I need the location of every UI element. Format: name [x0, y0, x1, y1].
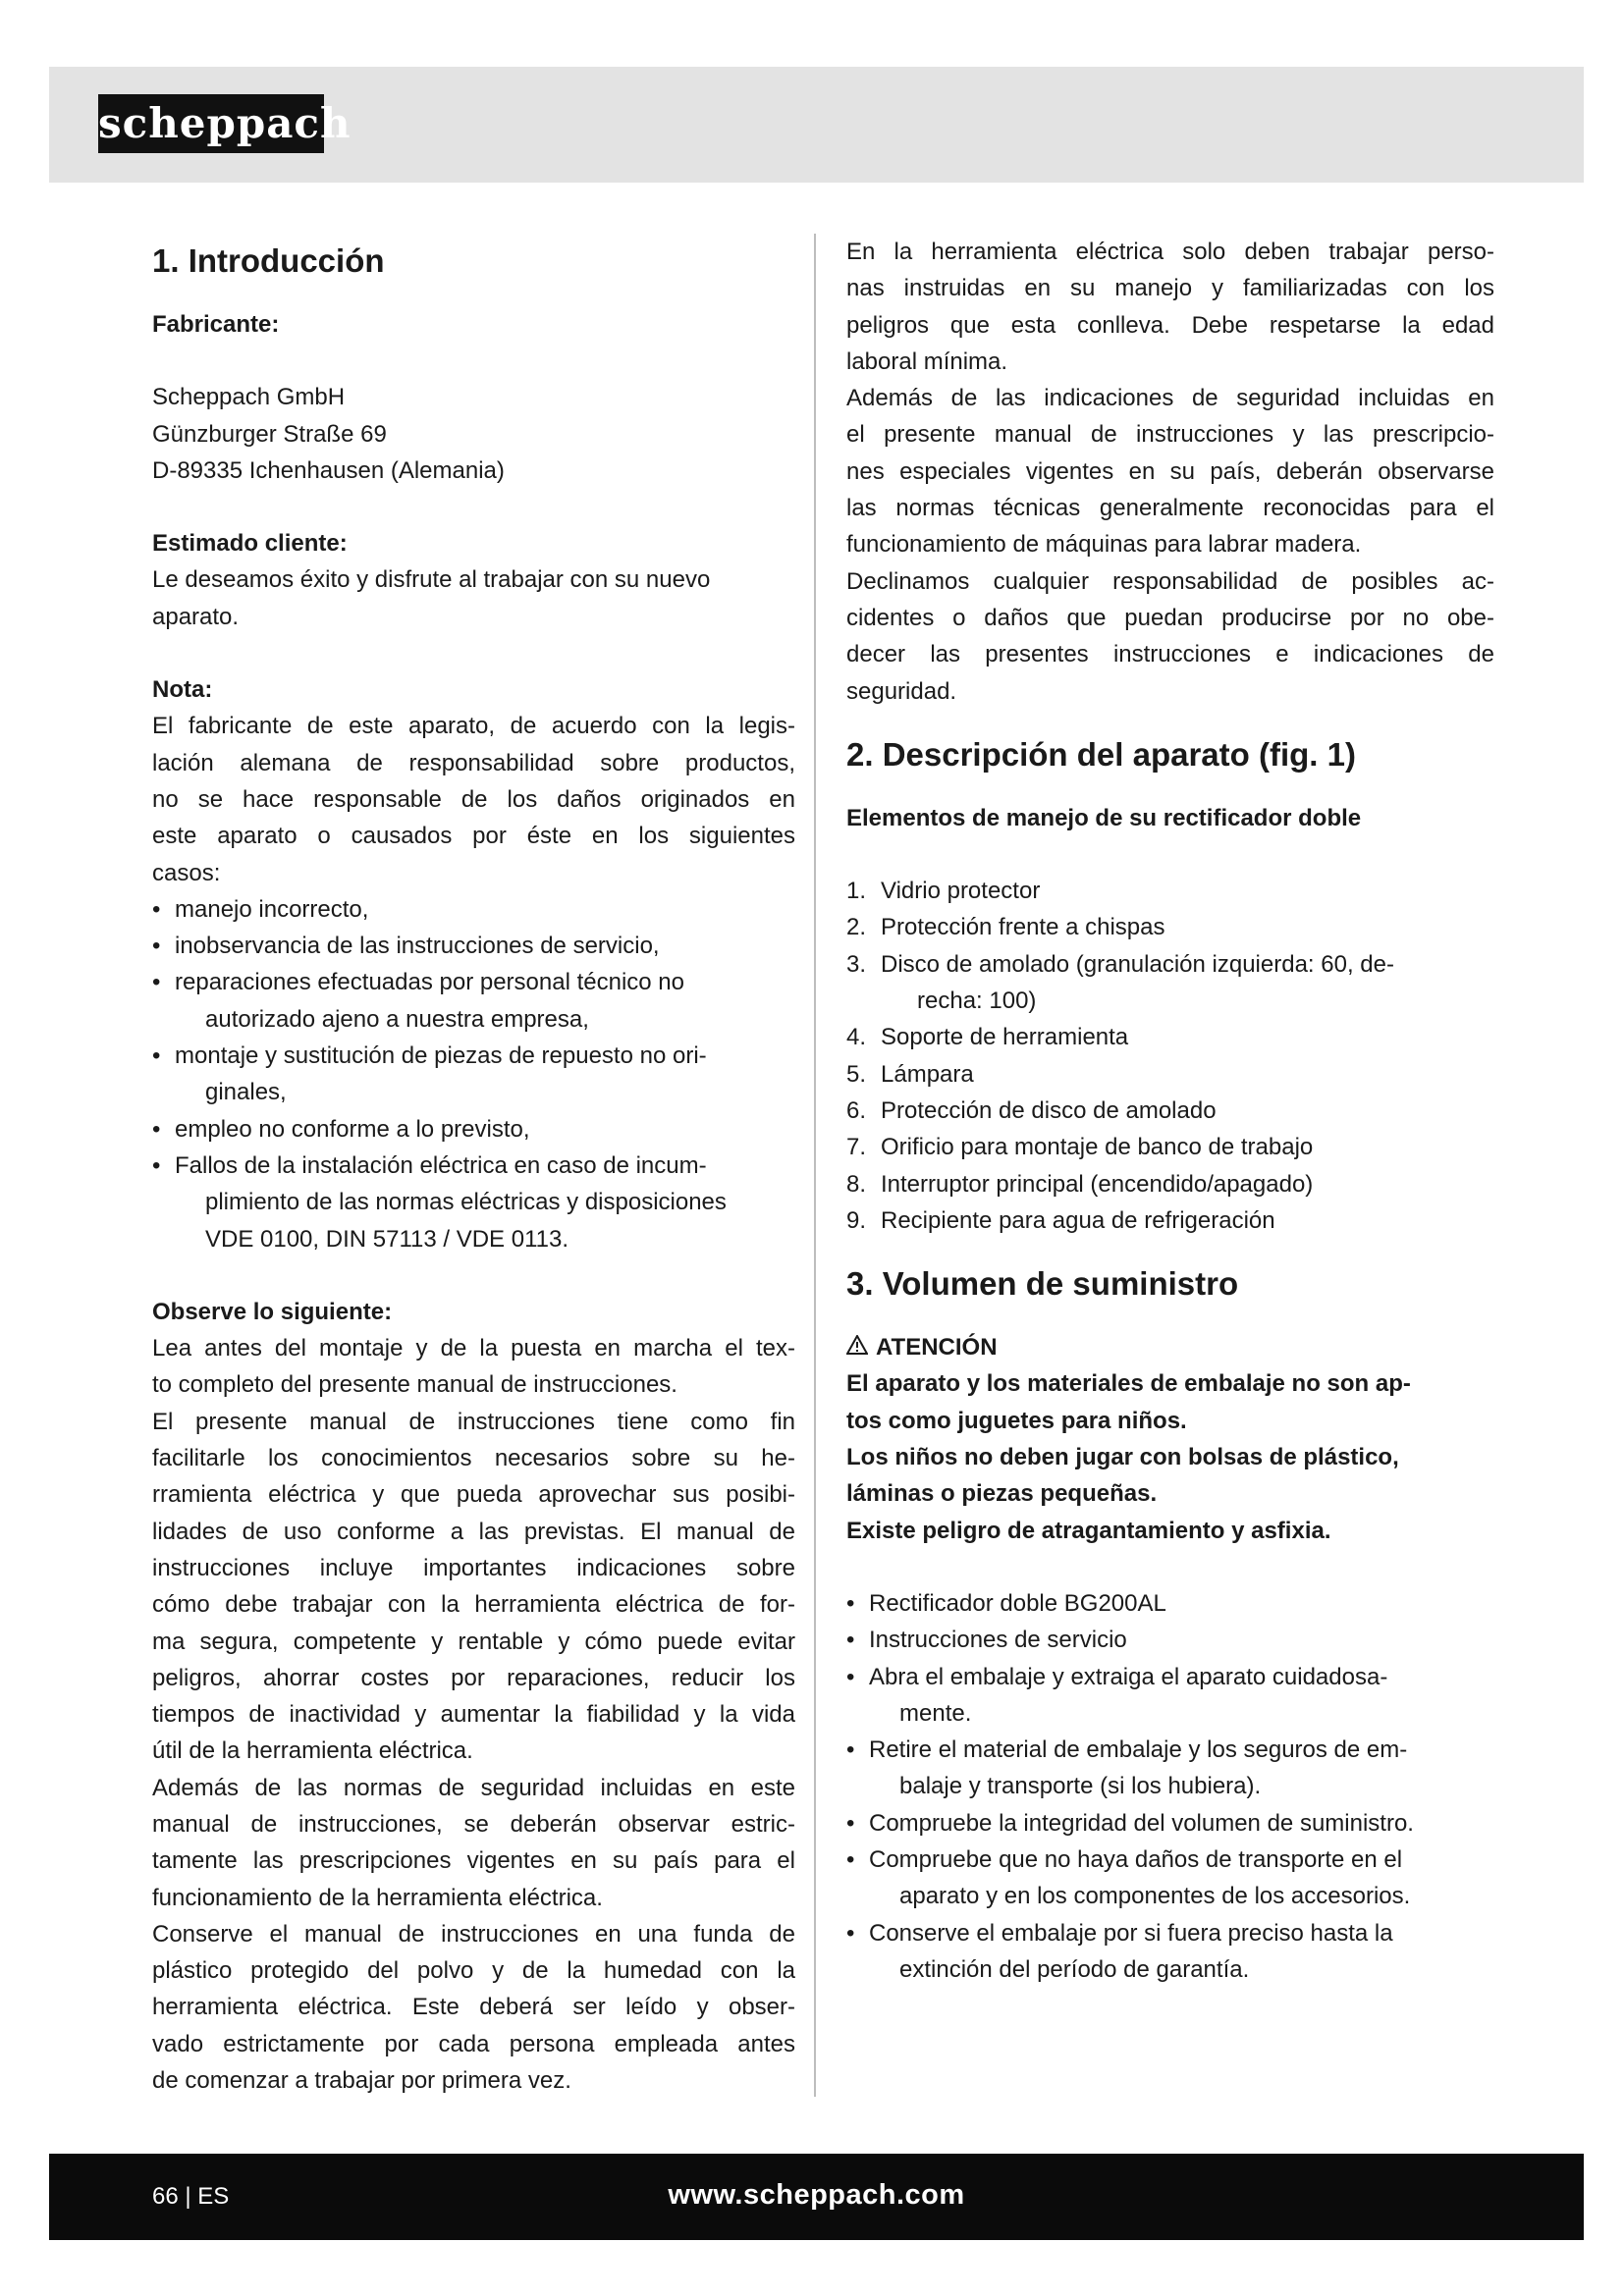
text-line: las normas técnicas generalmente reconocidas para el: [846, 495, 1494, 522]
list-item-text: ginales,: [205, 1079, 287, 1106]
control-number: 6.: [846, 1096, 867, 1124]
list-item-text: Retire el material de embalaje y los seguros de em-: [869, 1736, 1408, 1764]
text-line: El fabricante de este aparato, de acuerdo con la legis-: [152, 713, 795, 740]
control-number: 1.: [846, 878, 867, 905]
list-item: [152, 964, 795, 1038]
intro-text: [846, 234, 1494, 710]
text-line: to completo del presente manual de instrucciones.: [152, 1371, 677, 1399]
text-line: ma segura, competente y rentable y cómo puede evitar: [152, 1628, 795, 1655]
list-item: [846, 1659, 1494, 1733]
control-label: Interruptor principal (encendido/apagado): [881, 1170, 1314, 1198]
control-number: 2.: [846, 914, 867, 941]
list-item-text: Conserve el embalaje por si fuera preciso hasta la: [869, 1919, 1393, 1947]
control-number: 8.: [846, 1170, 867, 1198]
bullet-icon: •: [152, 933, 161, 960]
control-item: [846, 1202, 1494, 1239]
list-item-text: VDE 0100, DIN 57113 / VDE 0113.: [205, 1225, 568, 1253]
control-number: 7.: [846, 1134, 867, 1161]
warning-text: [846, 1365, 1494, 1548]
left-column: [152, 234, 795, 2099]
list-item-text: montaje y sustitución de piezas de repuesto no ori-: [175, 1042, 707, 1070]
bullet-icon: •: [846, 1809, 855, 1837]
bullet-icon: •: [846, 1919, 855, 1947]
section-1-title: 1. Introducción: [152, 242, 385, 279]
text-line: este aparato o causados por éste en los siguientes: [152, 823, 795, 850]
control-label: Vidrio protector: [881, 878, 1041, 905]
text-line: tamente las prescripciones vigentes en su país para el: [152, 1847, 795, 1875]
list-item-text: autorizado ajeno a nuestra empresa,: [205, 1005, 589, 1033]
control-number: 3.: [846, 950, 867, 978]
text-line: aparato.: [152, 603, 240, 630]
page-number: 66 | ES: [152, 2183, 230, 2210]
list-item-text: Instrucciones de servicio: [869, 1627, 1127, 1654]
text-line: herramienta eléctrica. Este deberá ser leído y obser-: [152, 1994, 795, 2021]
text-line: El aparato y los materiales de embalaje no son ap-: [846, 1370, 1411, 1398]
bullet-icon: •: [846, 1589, 855, 1617]
note-label: Nota:: [152, 676, 213, 704]
control-label: Soporte de herramienta: [881, 1024, 1129, 1051]
list-item-text: Compruebe que no haya daños de transporte en el: [869, 1845, 1403, 1873]
section-3-title: 3. Volumen de suministro: [846, 1265, 1239, 1303]
bullet-icon: •: [846, 1845, 855, 1873]
text-line: vado estrictamente por cada persona empleada antes: [152, 2030, 795, 2057]
list-item: [152, 891, 795, 928]
bullet-icon: •: [152, 1115, 161, 1143]
control-item: [846, 1019, 1494, 1055]
list-item-text: mente.: [899, 1699, 972, 1727]
text-line: seguridad.: [846, 677, 957, 705]
bullet-icon: •: [152, 969, 161, 996]
text-line: facilitarle los conocimientos necesarios sobre su he-: [152, 1445, 795, 1472]
text-line: peligros que esta conlleva. Debe respetarse la edad: [846, 311, 1494, 339]
list-item-text: Fallos de la instalación eléctrica en caso de incum-: [175, 1151, 707, 1179]
list-item: [846, 1732, 1494, 1805]
dear-customer-text: [152, 561, 795, 635]
list-item: [846, 1805, 1494, 1842]
text-line: láminas o piezas pequeñas.: [846, 1480, 1158, 1508]
section-2-title: 2. Descripción del aparato (fig. 1): [846, 735, 1356, 773]
text-line: casos:: [152, 859, 221, 886]
list-item-text: Abra el embalaje y extraiga el aparato cuidadosa-: [869, 1663, 1388, 1690]
list-item: [846, 1622, 1494, 1658]
text-line: funcionamiento de máquinas para labrar madera.: [846, 531, 1362, 559]
control-number: 4.: [846, 1024, 867, 1051]
bullet-icon: •: [846, 1736, 855, 1764]
text-line: cidentes o daños que puedan producirse por no obe-: [846, 604, 1494, 631]
control-number: 9.: [846, 1206, 867, 1234]
text-line: el presente manual de instrucciones y las prescripcio-: [846, 421, 1494, 449]
manufacturer-address: [152, 379, 795, 489]
text-line: Scheppach GmbH: [152, 384, 346, 411]
text-line: Los niños no deben jugar con bolsas de plástico,: [846, 1444, 1399, 1471]
text-line: plástico protegido del polvo y de la humedad con la: [152, 1957, 795, 1985]
control-label: Protección frente a chispas: [881, 914, 1165, 941]
control-item: [846, 1166, 1494, 1202]
text-line: Lea antes del montaje y de la puesta en marcha el tex-: [152, 1335, 795, 1362]
text-line: Le deseamos éxito y disfrute al trabajar con su nuevo: [152, 566, 711, 594]
text-line: rramienta eléctrica y que pueda aprovechar sus posibi-: [152, 1481, 795, 1509]
note-text: [152, 708, 795, 890]
text-line: Además de las normas de seguridad incluidas en este: [152, 1774, 795, 1801]
control-item: [846, 1056, 1494, 1093]
text-line: tiempos de inactividad y aumentar la fiabilidad y la vida: [152, 1701, 795, 1729]
header-band: [49, 67, 1584, 183]
text-line: El presente manual de instrucciones tiene como fin: [152, 1408, 795, 1435]
text-line: lidades de uso conforme a las previstas. El manual de: [152, 1518, 795, 1545]
right-column: [846, 234, 1494, 1988]
column-divider: [814, 234, 816, 2097]
list-item-text: empleo no conforme a lo previsto,: [175, 1115, 530, 1143]
bullet-icon: •: [152, 895, 161, 923]
control-item: [846, 1093, 1494, 1129]
warning-triangle-icon: [846, 1329, 876, 1365]
controls-list: [846, 873, 1494, 1239]
text-line: laboral mínima.: [846, 347, 1008, 375]
dear-customer-label: Estimado cliente:: [152, 530, 348, 558]
text-line: En la herramienta eléctrica solo deben trabajar perso-: [846, 239, 1494, 265]
control-label: Lámpara: [881, 1060, 974, 1088]
scheppach-logo: scheppach: [98, 94, 324, 153]
controls-label: Elementos de manejo de su rectificador doble: [846, 804, 1362, 831]
list-item: [152, 928, 795, 964]
text-line: manual de instrucciones, se deberán observar estric-: [152, 1810, 795, 1838]
bullet-icon: •: [152, 1042, 161, 1070]
warning-heading: [846, 1329, 1494, 1365]
control-item: [846, 909, 1494, 945]
note-bullet-list: [152, 891, 795, 1257]
list-item: [152, 1148, 795, 1257]
control-item: [846, 1129, 1494, 1165]
text-line: nas instruidas en su manejo y familiarizadas con los: [846, 275, 1494, 302]
control-label: Recipiente para agua de refrigeración: [881, 1206, 1275, 1234]
bullet-icon: •: [152, 1151, 161, 1179]
list-item-text: extinción del período de garantía.: [899, 1955, 1250, 1983]
list-item: [846, 1585, 1494, 1622]
website-link[interactable]: www.scheppach.com: [668, 2179, 965, 2211]
list-item-text: plimiento de las normas eléctricas y disposiciones: [205, 1189, 727, 1216]
control-label: Protección de disco de amolado: [881, 1096, 1217, 1124]
footer-band: [49, 2154, 1584, 2240]
text-line: tos como juguetes para niños.: [846, 1407, 1187, 1434]
list-item-text: inobservancia de las instrucciones de servicio,: [175, 933, 660, 960]
text-line: funcionamiento de la herramienta eléctrica.: [152, 1884, 603, 1911]
list-item: [152, 1038, 795, 1111]
control-number: 5.: [846, 1060, 867, 1088]
list-item-text: reparaciones efectuadas por personal técnico no: [175, 969, 684, 996]
text-line: instrucciones incluye importantes indicaciones sobre: [152, 1554, 795, 1581]
list-item: [846, 1842, 1494, 1915]
control-item: [846, 946, 1494, 1020]
text-line: Conserve el manual de instrucciones en una funda de: [152, 1920, 795, 1948]
text-line: lación alemana de responsabilidad sobre productos,: [152, 749, 795, 776]
text-line: no se hace responsable de los daños originados en: [152, 785, 795, 813]
text-line: Günzburger Straße 69: [152, 420, 387, 448]
list-item-text: Compruebe la integridad del volumen de suministro.: [869, 1809, 1414, 1837]
text-line: nes especiales vigentes en su país, deberán observarse: [846, 457, 1494, 485]
bullet-icon: •: [846, 1663, 855, 1690]
control-label: Orificio para montaje de banco de trabajo: [881, 1134, 1314, 1161]
text-line: decer las presentes instrucciones e indicaciones de: [846, 641, 1494, 668]
text-line: D-89335 Ichenhausen (Alemania): [152, 456, 505, 484]
supply-bullet-list: [846, 1585, 1494, 1988]
list-item-text: manejo incorrecto,: [175, 895, 369, 923]
list-item: [152, 1111, 795, 1148]
manufacturer-label: Fabricante:: [152, 311, 280, 338]
control-item: [846, 873, 1494, 909]
warning-label: ATENCIÓN: [876, 1334, 998, 1362]
control-label: recha: 100): [917, 988, 1037, 1015]
text-line: Además de las indicaciones de seguridad incluidas en: [846, 385, 1494, 412]
observe-label: Observe lo siguiente:: [152, 1298, 393, 1325]
list-item: [846, 1915, 1494, 1989]
list-item-text: Rectificador doble BG200AL: [869, 1589, 1166, 1617]
text-line: cómo debe trabajar con la herramienta eléctrica de for-: [152, 1591, 795, 1619]
bullet-icon: •: [846, 1627, 855, 1654]
control-label: Disco de amolado (granulación izquierda: 60, de-: [881, 950, 1394, 978]
text-line: útil de la herramienta eléctrica.: [152, 1737, 473, 1765]
observe-text: [152, 1330, 795, 2099]
list-item-text: balaje y transporte (si los hubiera).: [899, 1773, 1262, 1800]
text-line: Declinamos cualquier responsabilidad de posibles ac-: [846, 567, 1494, 595]
text-line: Existe peligro de atragantamiento y asfixia.: [846, 1517, 1331, 1544]
text-line: peligros, ahorrar costes por reparaciones, reducir los: [152, 1664, 795, 1691]
list-item-text: aparato y en los componentes de los accesorios.: [899, 1883, 1411, 1910]
text-line: de comenzar a trabajar por primera vez.: [152, 2067, 571, 2095]
